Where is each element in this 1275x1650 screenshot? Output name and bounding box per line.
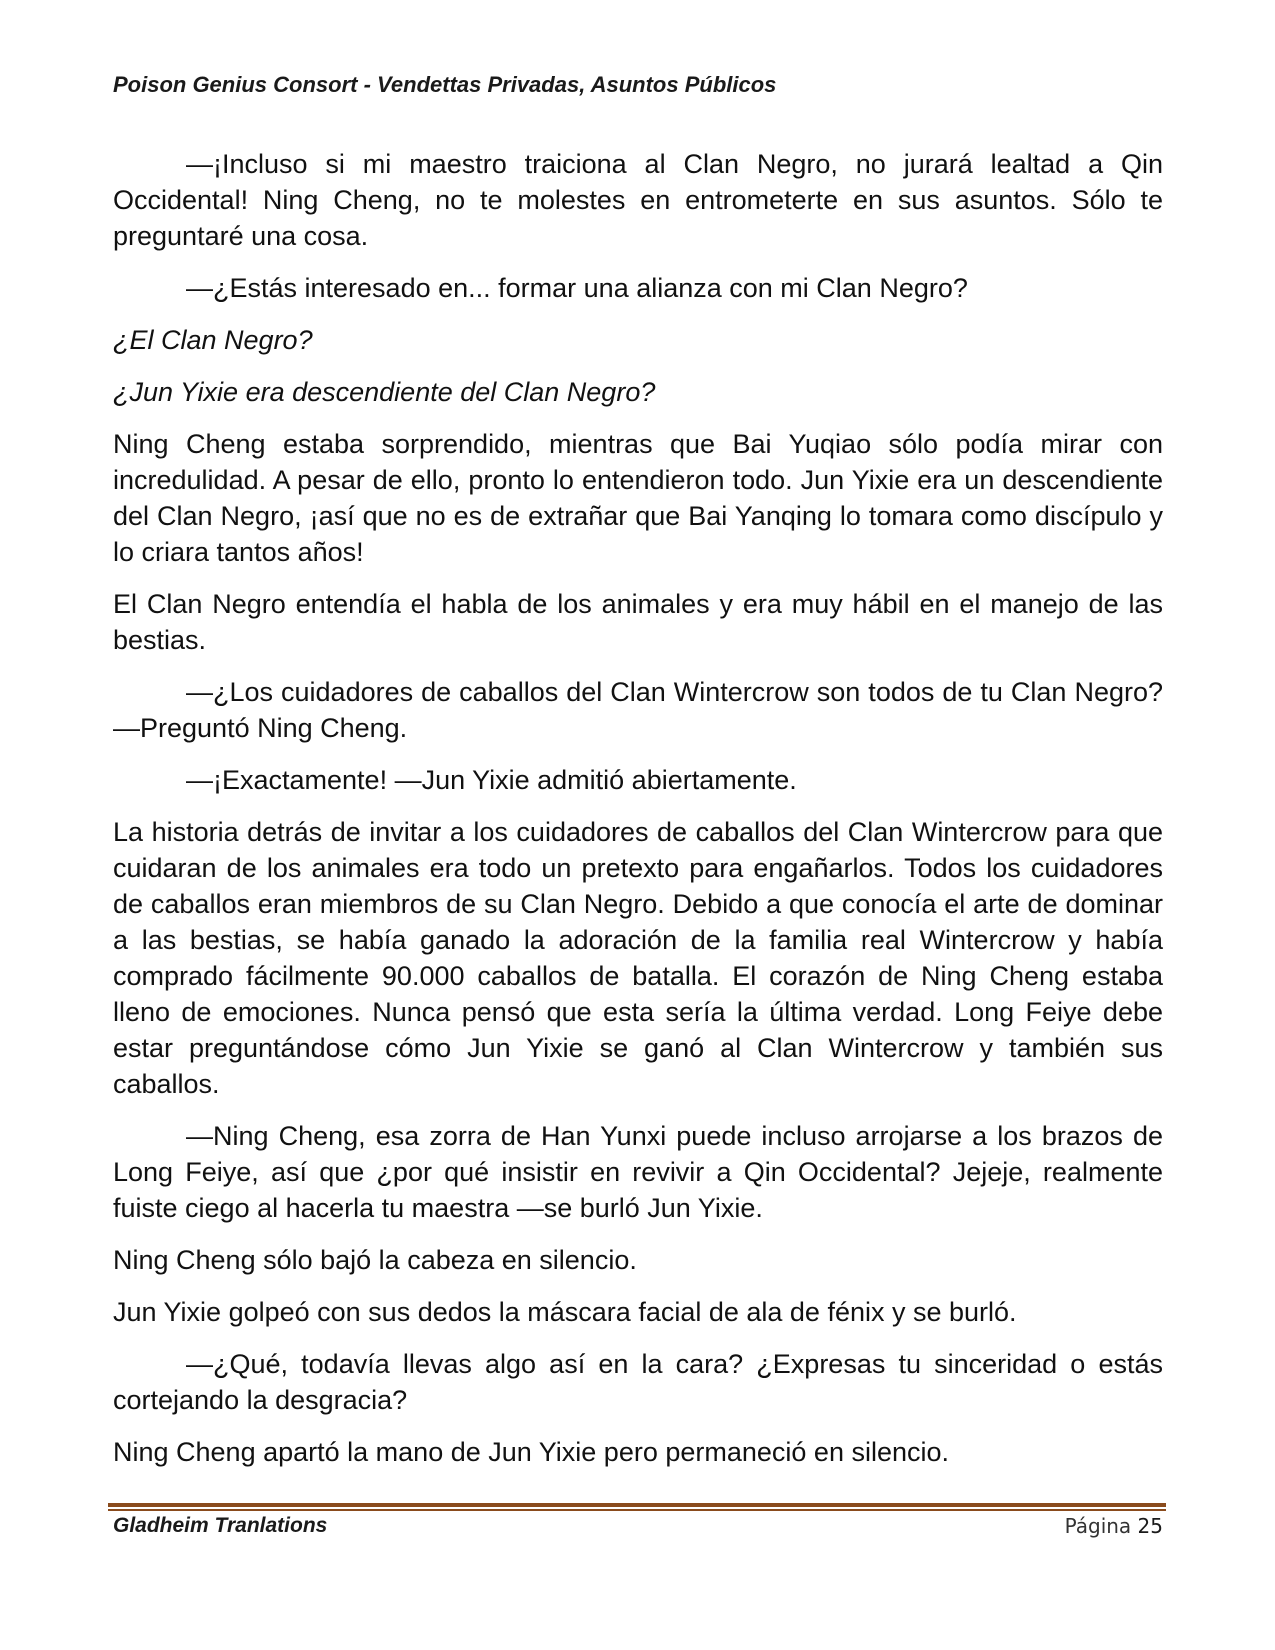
running-header: [113, 72, 1163, 98]
paragraph: ¿El Clan Negro?: [113, 325, 313, 355]
paragraph: ¿Jun Yixie era descendiente del Clan Negro?: [113, 377, 656, 407]
header-separator: -: [357, 72, 378, 97]
paragraph: La historia detrás de invitar a los cuidadores de caballos del Clan Wintercrow para que cuidaran de los animales era todo un pretexto para engañarlos. Todos los cuidadores de caballos eran miembros de su Clan Negro. Debido a que conocía el arte de dominar a las bestias, se había ganado la adoración de la familia real Wintercrow y había comprado fácilmente 90.000 caballos de batalla. El corazón de Ning Cheng estaba lleno de emociones. Nunca pensó que esta sería la última verdad. Long Feiye debe estar preguntándose cómo Jun Yixie se ganó al Clan Wintercrow y también sus caballos.: [113, 817, 1163, 1099]
paragraph: —¿Los cuidadores de caballos del Clan Wintercrow son todos de tu Clan Negro? —Preguntó Ning Cheng.: [113, 677, 1163, 743]
page-body: [113, 146, 1163, 1486]
paragraph: —¡Exactamente! —Jun Yixie admitió abiertamente.: [186, 765, 797, 795]
paragraph: El Clan Negro entendía el habla de los animales y era muy hábil en el manejo de las bestias.: [113, 589, 1163, 655]
paragraph: Jun Yixie golpeó con sus dedos la máscara facial de ala de fénix y se burló.: [113, 1297, 1017, 1327]
paragraph: —¿Estás interesado en... formar una alianza con mi Clan Negro?: [186, 273, 968, 303]
paragraph: Ning Cheng apartó la mano de Jun Yixie pero permaneció en silencio.: [113, 1437, 950, 1467]
paragraph: —¿Qué, todavía llevas algo así en la cara? ¿Expresas tu sinceridad o estás cortejando la desgracia?: [113, 1349, 1163, 1415]
paragraph: —Ning Cheng, esa zorra de Han Yunxi puede incluso arrojarse a los brazos de Long Feiye, así que ¿por qué insistir en revivir a Qin Occidental? Jejeje, realmente fuiste ciego al hacerla tu maestra —se burló Jun Yixie.: [113, 1121, 1163, 1223]
footer-rule: [108, 1503, 1166, 1511]
page-number: 25: [1137, 1514, 1163, 1538]
chapter-title: Vendettas Privadas, Asuntos Públicos: [377, 72, 777, 97]
paragraph: Ning Cheng sólo bajó la cabeza en silencio.: [113, 1245, 637, 1275]
page-label: Página: [1064, 1514, 1132, 1538]
translator-credit: Gladheim Tranlations: [113, 1514, 328, 1537]
footer-rule-thin: [108, 1509, 1166, 1511]
book-title: Poison Genius Consort: [113, 72, 358, 97]
paragraph: Ning Cheng estaba sorprendido, mientras que Bai Yuqiao sólo podía mirar con incredulidad. A pesar de ello, pronto lo entendieron todo. Jun Yixie era un descendiente del Clan Negro, ¡así que no es de extrañar que Bai Yanqing lo tomara como discípulo y lo criara tantos años!: [113, 429, 1163, 567]
paragraph: —¡Incluso si mi maestro traiciona al Clan Negro, no jurará lealtad a Qin Occidental! Ning Cheng, no te molestes en entrometerte en sus asuntos. Sólo te preguntaré una cosa.: [113, 149, 1163, 251]
page-number-block: [1065, 1514, 1163, 1538]
